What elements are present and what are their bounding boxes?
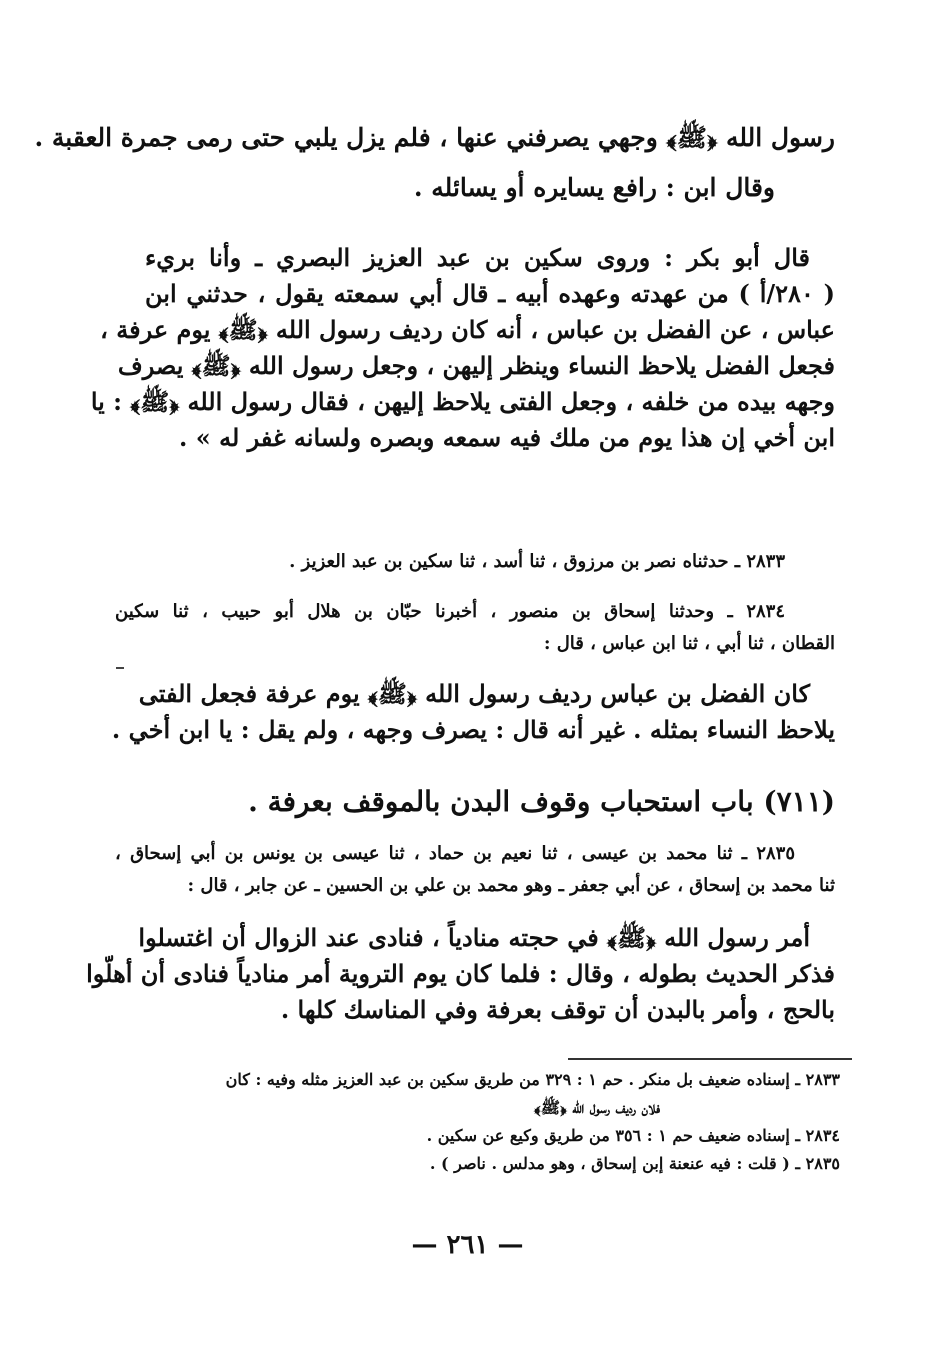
text-line: ٢٨٣٣ ـ حدثناه نصر بن مرزوق ، ثنا أسد ، ثنا سكين بن عبد العزيز . — [289, 551, 785, 572]
text-line: ٢٨٣٤ ـ وحدثنا إسحاق بن منصور ، أخبرنا حبّان بن هلال أبو حبيب ، ثنا سكين — [115, 601, 785, 622]
chapter-heading — [135, 782, 835, 822]
text-line: يلاحظ النساء بمثله . غير أنه قال : يصرف وجهه ، ولم يقل : يا ابن أخي . — [111, 715, 835, 744]
text-line: القطان ، ثنا أبي ، ثنا ابن عباس ، قال : — [543, 633, 835, 654]
paragraph-abu-bakr — [90, 240, 835, 456]
text-line: كان الفضل بن عباس رديف رسول الله ﴿ﷺ﴾ يوم عرفة فجعل الفتى — [138, 679, 810, 708]
text-line: فجعل الفضل يلاحظ النساء وينظر إليهن ، وجعل رسول الله ﴿ﷺ﴾ يصرف — [117, 351, 835, 380]
text-line: ابن أخي إن هذا يوم من ملك فيه سمعه وبصره ولسانه غفر له » . — [179, 423, 835, 452]
page-number: — ٢٦١ — — [411, 1230, 524, 1260]
text-line: وجهه بيده من خلفه ، وجعل الفتى يلاحظ إليهن ، فقال رسول الله ﴿ﷺ﴾ : يا — [90, 387, 835, 416]
text-line: ( ٢٨٠/أ ) من عهدته وعهده أبيه ـ قال أبي سمعته يقول ، حدثني ابن — [145, 279, 835, 308]
text-line: رسول الله ﴿ﷺ﴾ وجهي يصرفني عنها ، فلم يزل يلبي حتى رمى جمرة العقبة . — [34, 123, 835, 152]
footnotes — [120, 1066, 840, 1178]
footnote-line: ٢٨٣٣ ـ إسناده ضعيف بل منكر . حم ١ : ٣٢٩ من طريق سكين بن عبد العزيز مثله وفيه : كان — [225, 1070, 840, 1089]
footnote-line: فلان رديف رسول الله ﴿ﷺ﴾ — [534, 1098, 660, 1117]
chapter-heading-text: (٧١١) باب استحباب وقوف البدن بالموقف بعرفة . — [248, 785, 835, 818]
footnote-separator — [568, 1058, 852, 1060]
footnote-line: ٢٨٣٤ ـ إسناده ضعيف حم ١ : ٣٥٦ من طريق وكيع عن سكين . — [426, 1126, 840, 1145]
paragraph-jabir — [86, 920, 835, 1028]
text-line: بالحج ، وأمر بالبدن أن توقف بعرفة وفي المناسك كلها . — [280, 995, 835, 1024]
text-line: قال أبو بكر : وروى سكين بن عبد العزيز البصري ـ وأنا بريء — [145, 243, 810, 272]
paragraph-fadl — [111, 676, 835, 748]
hadith-2835 — [115, 838, 835, 902]
text-line: ثنا محمد بن إسحاق ، عن أبي جعفر ـ وهو محمد بن علي بن الحسين ـ عن جابر ، قال : — [187, 875, 835, 896]
text-line: فذكر الحديث بطوله ، وقال : فلما كان يوم التروية أمر منادياً فنادى أن أهلّوا — [86, 959, 835, 988]
text-line: وقال ابن : رافع يسايره أو يسائله . — [413, 173, 775, 202]
hadith-2833 — [145, 546, 785, 578]
top-paragraph — [34, 120, 835, 206]
text-line: أمر رسول الله ﴿ﷺ﴾ في حجته منادياً ، فنادى عند الزوال أن اغتسلوا — [138, 923, 810, 952]
margin-mark — [116, 667, 124, 669]
footnote-line: ٢٨٣٥ ـ ( قلت : فيه عنعنة إبن إسحاق ، وهو مدلس . ناصر ) . — [429, 1154, 840, 1173]
hadith-2834 — [115, 596, 835, 660]
text-line: ٢٨٣٥ ـ ثنا محمد بن عيسى ، ثنا نعيم بن حماد ، ثنا عيسى بن يونس بن أبي إسحاق ، — [115, 843, 795, 864]
text-line: عباس ، عن الفضل بن عباس ، أنه كان رديف رسول الله ﴿ﷺ﴾ يوم عرفة ، — [100, 315, 835, 344]
